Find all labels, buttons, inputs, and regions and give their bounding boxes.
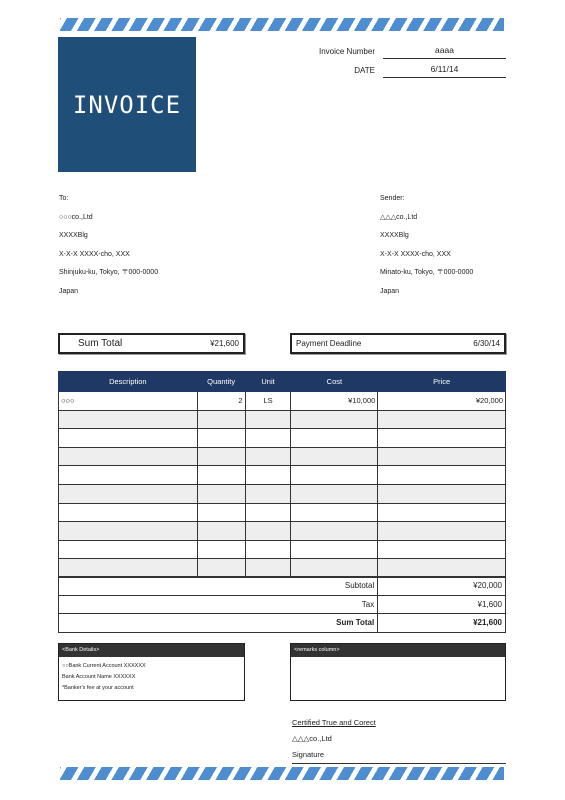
subtotal-label: Subtotal <box>59 577 378 596</box>
recipient-label: To: <box>59 195 69 202</box>
item-price: ¥20,000 <box>378 392 506 411</box>
item-cost <box>291 503 378 522</box>
line-items-table <box>58 371 506 578</box>
invoice-number-row <box>290 40 506 59</box>
item-price <box>378 410 506 429</box>
sum-total-row-label: Sum Total <box>59 614 378 633</box>
item-quantity <box>197 559 245 578</box>
sender-line: Minato-ku, Tokyo, 〒000-0000 <box>380 269 474 276</box>
item-description <box>59 559 198 578</box>
bank-details-line: ○○Bank Current Account XXXXXX <box>62 663 146 669</box>
item-unit: LS <box>245 392 291 411</box>
item-cost <box>291 466 378 485</box>
sum-total-box <box>58 333 245 354</box>
invoice-logo-text: INVOICE <box>72 90 182 119</box>
invoice-logo <box>58 37 196 172</box>
invoice-number-value: aaaa <box>383 45 506 59</box>
item-cost <box>291 484 378 503</box>
item-quantity <box>197 540 245 559</box>
item-price <box>378 540 506 559</box>
table-row <box>59 410 506 429</box>
recipient-line: Japan <box>59 287 79 295</box>
bank-details-panel <box>58 643 245 701</box>
top-stripe-border <box>60 18 504 31</box>
item-unit <box>245 429 291 448</box>
signature-line: Signature <box>292 747 506 764</box>
item-description <box>59 466 198 485</box>
date-value: 6/11/14 <box>383 64 506 78</box>
item-price <box>378 522 506 541</box>
item-quantity <box>197 447 245 466</box>
certification-company: △△△co.,Ltd <box>292 734 332 743</box>
item-unit <box>245 540 291 559</box>
item-unit <box>245 410 291 429</box>
item-quantity <box>197 503 245 522</box>
item-cost <box>291 447 378 466</box>
bank-details-line: *Banker's fee at your account <box>62 685 134 691</box>
table-row <box>59 522 506 541</box>
item-unit <box>245 503 291 522</box>
bottom-stripe-border <box>60 767 504 780</box>
item-unit <box>245 559 291 578</box>
payment-deadline-label: Payment Deadline <box>296 339 362 348</box>
invoice-meta <box>290 40 506 78</box>
table-row <box>59 466 506 485</box>
item-quantity: 2 <box>197 392 245 411</box>
table-row <box>59 447 506 466</box>
column-header-unit: Unit <box>245 372 291 392</box>
column-header-quantity: Quantity <box>197 372 245 392</box>
certification-title: Certified True and Corect <box>292 718 376 727</box>
table-row <box>59 484 506 503</box>
remarks-header: <remarks column> <box>291 644 505 657</box>
column-header-cost: Cost <box>291 372 378 392</box>
table-header-row <box>59 372 506 392</box>
recipient-line: X-X-X XXXX-cho, XXX <box>59 250 130 258</box>
item-unit <box>245 484 291 503</box>
table-row <box>59 392 506 411</box>
sum-total-label: Sum Total <box>78 338 123 349</box>
item-quantity <box>197 522 245 541</box>
item-description <box>59 447 198 466</box>
sum-total-row <box>59 614 506 633</box>
recipient-line: XXXXBlg <box>59 232 88 239</box>
table-row <box>59 429 506 448</box>
item-description <box>59 410 198 429</box>
totals-table <box>58 576 506 633</box>
item-price <box>378 429 506 448</box>
item-price <box>378 466 506 485</box>
column-header-price: Price <box>378 372 506 392</box>
item-cost <box>291 429 378 448</box>
invoice-number-label: Invoice Number <box>318 47 375 56</box>
sender-line: XXXXBlg <box>380 232 409 239</box>
tax-value: ¥1,600 <box>378 595 506 614</box>
sender-line: △△△co.,Ltd <box>380 213 418 221</box>
item-description <box>59 503 198 522</box>
sender-line: X-X-X XXXX-cho, XXX <box>380 250 451 258</box>
bank-details-line: Bank Account Name XXXXXX <box>62 674 136 680</box>
date-label: DATE <box>354 66 375 75</box>
date-row <box>290 59 506 78</box>
column-header-description: Description <box>59 372 198 392</box>
item-price <box>378 559 506 578</box>
certification-block <box>292 715 506 764</box>
table-row <box>59 559 506 578</box>
sender-label: Sender: <box>380 195 405 202</box>
sender-line: Japan <box>380 287 400 295</box>
item-cost <box>291 410 378 429</box>
item-description: ○○○ <box>59 392 198 411</box>
sum-total-row-value: ¥21,600 <box>378 614 506 633</box>
item-unit <box>245 447 291 466</box>
item-quantity <box>197 429 245 448</box>
recipient-line: Shinjuku-ku, Tokyo, 〒000-0000 <box>59 269 159 276</box>
recipient-address <box>59 190 158 301</box>
item-description <box>59 522 198 541</box>
bank-details-header: <Bank Details> <box>59 644 244 657</box>
item-cost <box>291 540 378 559</box>
item-description <box>59 484 198 503</box>
subtotal-row <box>59 577 506 596</box>
table-row <box>59 503 506 522</box>
item-description <box>59 429 198 448</box>
item-cost: ¥10,000 <box>291 392 378 411</box>
payment-deadline-value: 6/30/14 <box>473 339 500 348</box>
item-unit <box>245 466 291 485</box>
payment-deadline-box <box>290 333 506 354</box>
item-quantity <box>197 484 245 503</box>
sender-address <box>380 190 473 301</box>
item-unit <box>245 522 291 541</box>
sum-total-value: ¥21,600 <box>210 339 239 348</box>
item-quantity <box>197 410 245 429</box>
table-row <box>59 540 506 559</box>
item-price <box>378 484 506 503</box>
subtotal-value: ¥20,000 <box>378 577 506 596</box>
recipient-line: ○○○co.,Ltd <box>59 213 93 221</box>
remarks-panel <box>290 643 506 701</box>
item-cost <box>291 559 378 578</box>
item-description <box>59 540 198 559</box>
tax-row <box>59 595 506 614</box>
item-quantity <box>197 466 245 485</box>
tax-label: Tax <box>59 595 378 614</box>
item-price <box>378 503 506 522</box>
item-cost <box>291 522 378 541</box>
item-price <box>378 447 506 466</box>
